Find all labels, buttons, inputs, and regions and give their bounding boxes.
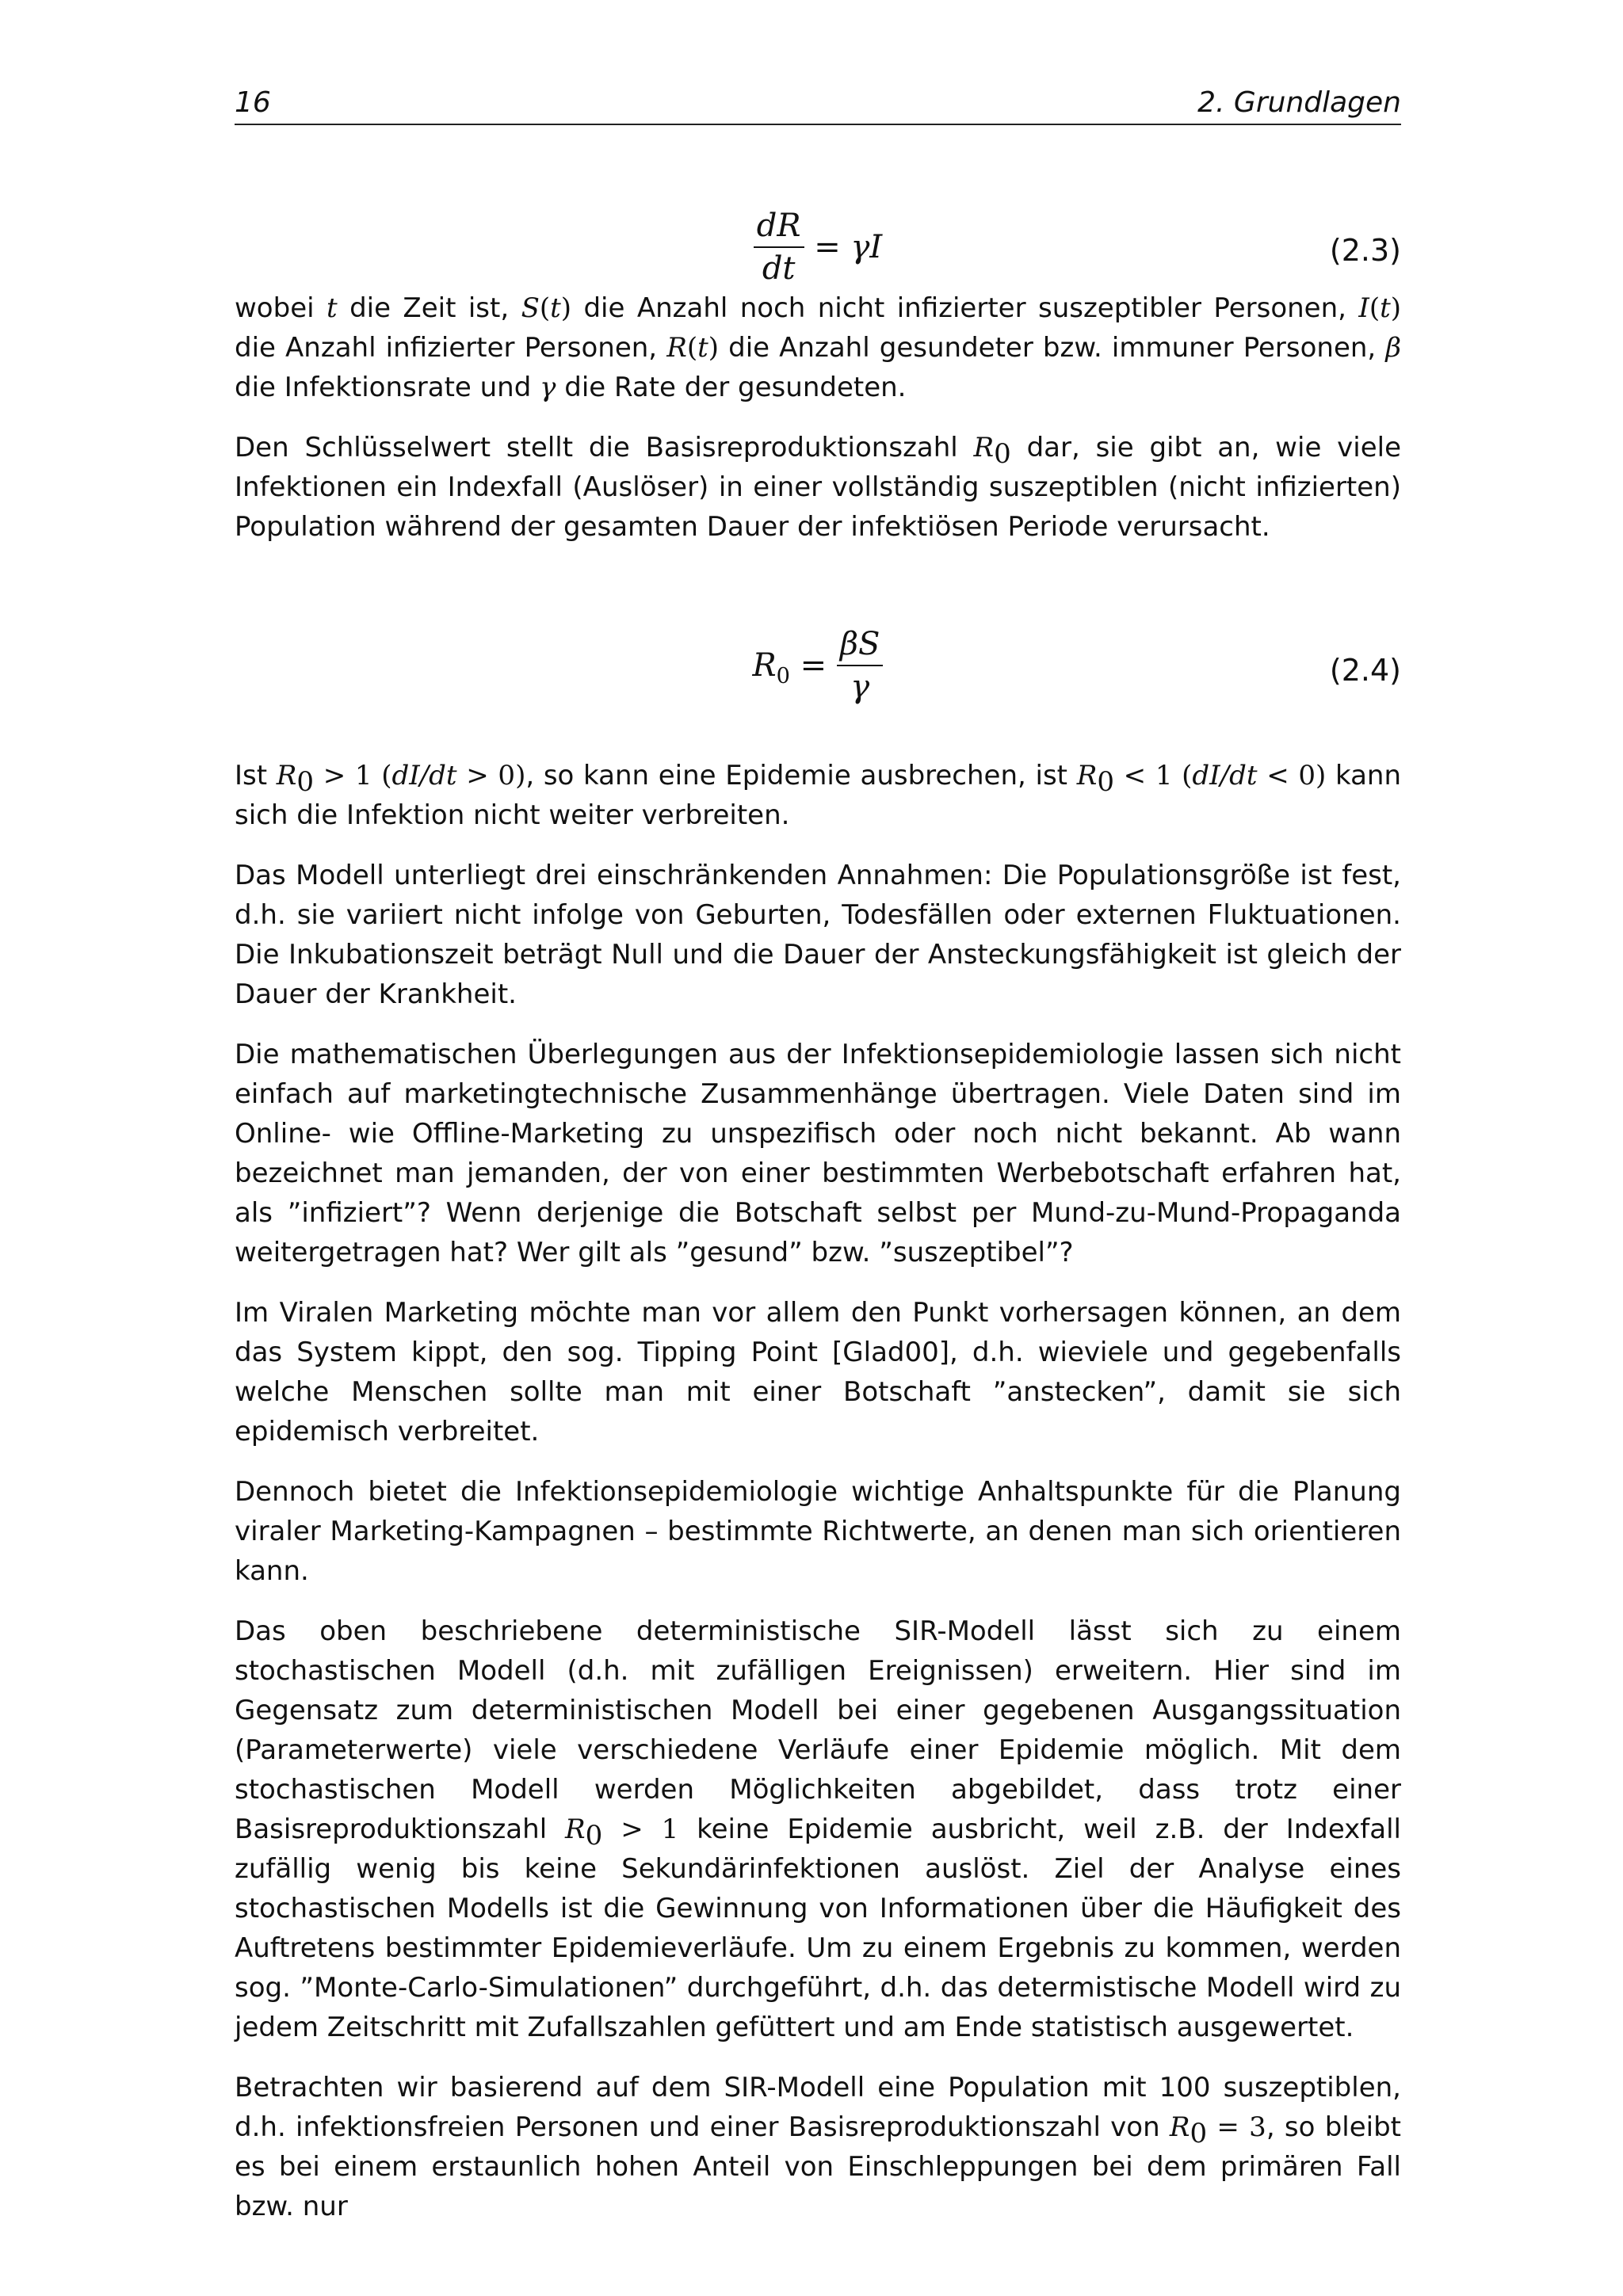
equation-2-3	[235, 208, 1401, 295]
paragraph: Das oben beschriebene deterministische SIR-Modell lässt sich zu einem stochastischen Modell (d.h. mit zufälligen Ereignissen) erweitern. Hier sind im Gegensatz zum deterministischen Modell bei einer gegebenen Ausgangssituation (Parameterwerte) viele verschiedene Verläufe einer Epidemie möglich. Mit dem stochastischen Modell werden Möglichkeiten abgebildet, dass trotz einer Basisreproduktionszahl $R_0 > 1$ keine Epidemie ausbricht, weil z.B. der Indexfall zufällig wenig bis keine Sekundärinfektionen auslöst. Ziel der Analyse eines stochastischen Modells ist die Gewinnung von Informationen über die Häufigkeit des Auftretens bestimmter Epidemieverläufe. Um zu einem Ergebnis zu kommen, werden sog. ”Monte-Carlo-Simulationen” durchgeführt, d.h. das determistische Modell wird zu jedem Zeitschritt mit Zufallszahlen gefüttert und am Ende statistisch ausgewertet.	[235, 1615, 1401, 2043]
paragraph: Das Modell unterliegt drei einschränkenden Annahmen: Die Populationsgröße ist fest, d.h. sie variiert nicht infolge von Geburten, Todesfällen oder externen Fluktuationen. Die Inkubationszeit beträgt Null und die Dauer der Ansteckungsfähigkeit ist gleich der Dauer der Krankheit.	[235, 860, 1401, 1010]
paragraph: Betrachten wir basierend auf dem SIR-Modell eine Population mit 100 suszeptiblen, d.h. infektionsfreien Personen und einer Basisreproduktionszahl von $R_0 = 3$, so bleibt es bei einem erstaunlich hohen Anteil von Einschleppungen bei dem primären Fall bzw. nur	[235, 2072, 1401, 2222]
paragraph: wobei t die Zeit ist, S(t) die Anzahl noch nicht infizierter suszeptibler Personen, I(t) die Anzahl infizierter Personen, R(t) die Anzahl gesundeter bzw. immuner Personen, β die Infektionsrate und γ die Rate der gesundeten.	[235, 292, 1402, 403]
page	[235, 0, 1401, 2296]
paragraph: Im Viralen Marketing möchte man vor allem den Punkt vorhersagen können, an dem das System kippt, den sog. Tipping Point [Glad00], d.h. wieviele und gegebenfalls welche Menschen sollte man mit einer Botschaft ”anstecken”, damit sie sich epidemisch verbreitet.	[235, 1297, 1401, 1447]
equation-2-3-body: $\frac{dR}{dt}$ = γI	[235, 208, 1401, 287]
equation-2-4-body: $R_0$ = $\frac{\beta S}{\gamma}$	[235, 626, 1401, 705]
body-text	[235, 288, 1401, 2226]
page-number: 16	[235, 86, 271, 119]
running-header	[235, 82, 1401, 125]
paragraph: Dennoch bietet die Infektionsepidemiologie wichtige Anhaltspunkte für die Planung viraler Marketing-Kampagnen – bestimmte Richtwerte, an denen man sich orientieren kann.	[235, 1476, 1401, 1587]
paragraph: Den Schlüsselwert stellt die Basisreproduktionszahl $R_0$ dar, sie gibt an, wie viele Infektionen ein Indexfall (Auslöser) in einer vollständig suszeptiblen (nicht infizierten) Population während der gesamten Dauer der infektiösen Periode verursacht.	[235, 432, 1402, 543]
equation-number: (2.3)	[1329, 233, 1401, 268]
equation-number: (2.4)	[1329, 653, 1401, 688]
paragraph: Ist $R_0 > 1$ (dI/dt > 0), so kann eine Epidemie ausbrechen, ist $R_0 < 1$ (dI/dt < 0) kann sich die Infektion nicht weiter verbreiten.	[235, 760, 1401, 831]
chapter-title: 2. Grundlagen	[1197, 86, 1401, 119]
paragraph: Die mathematischen Überlegungen aus der Infektionsepidemiologie lassen sich nicht einfach auf marketingtechnische Zusammenhänge übertragen. Viele Daten sind im Online- wie Offline-Marketing zu unspezifisch oder noch nicht bekannt. Ab wann bezeichnet man jemanden, der von einer bestimmten Werbebotschaft erfahren hat, als ”infiziert”? Wenn derjenige die Botschaft selbst per Mund-zu-Mund-Propaganda weitergetragen hat? Wer gilt als ”gesund” bzw. ”suszeptibel”?	[235, 1039, 1401, 1268]
